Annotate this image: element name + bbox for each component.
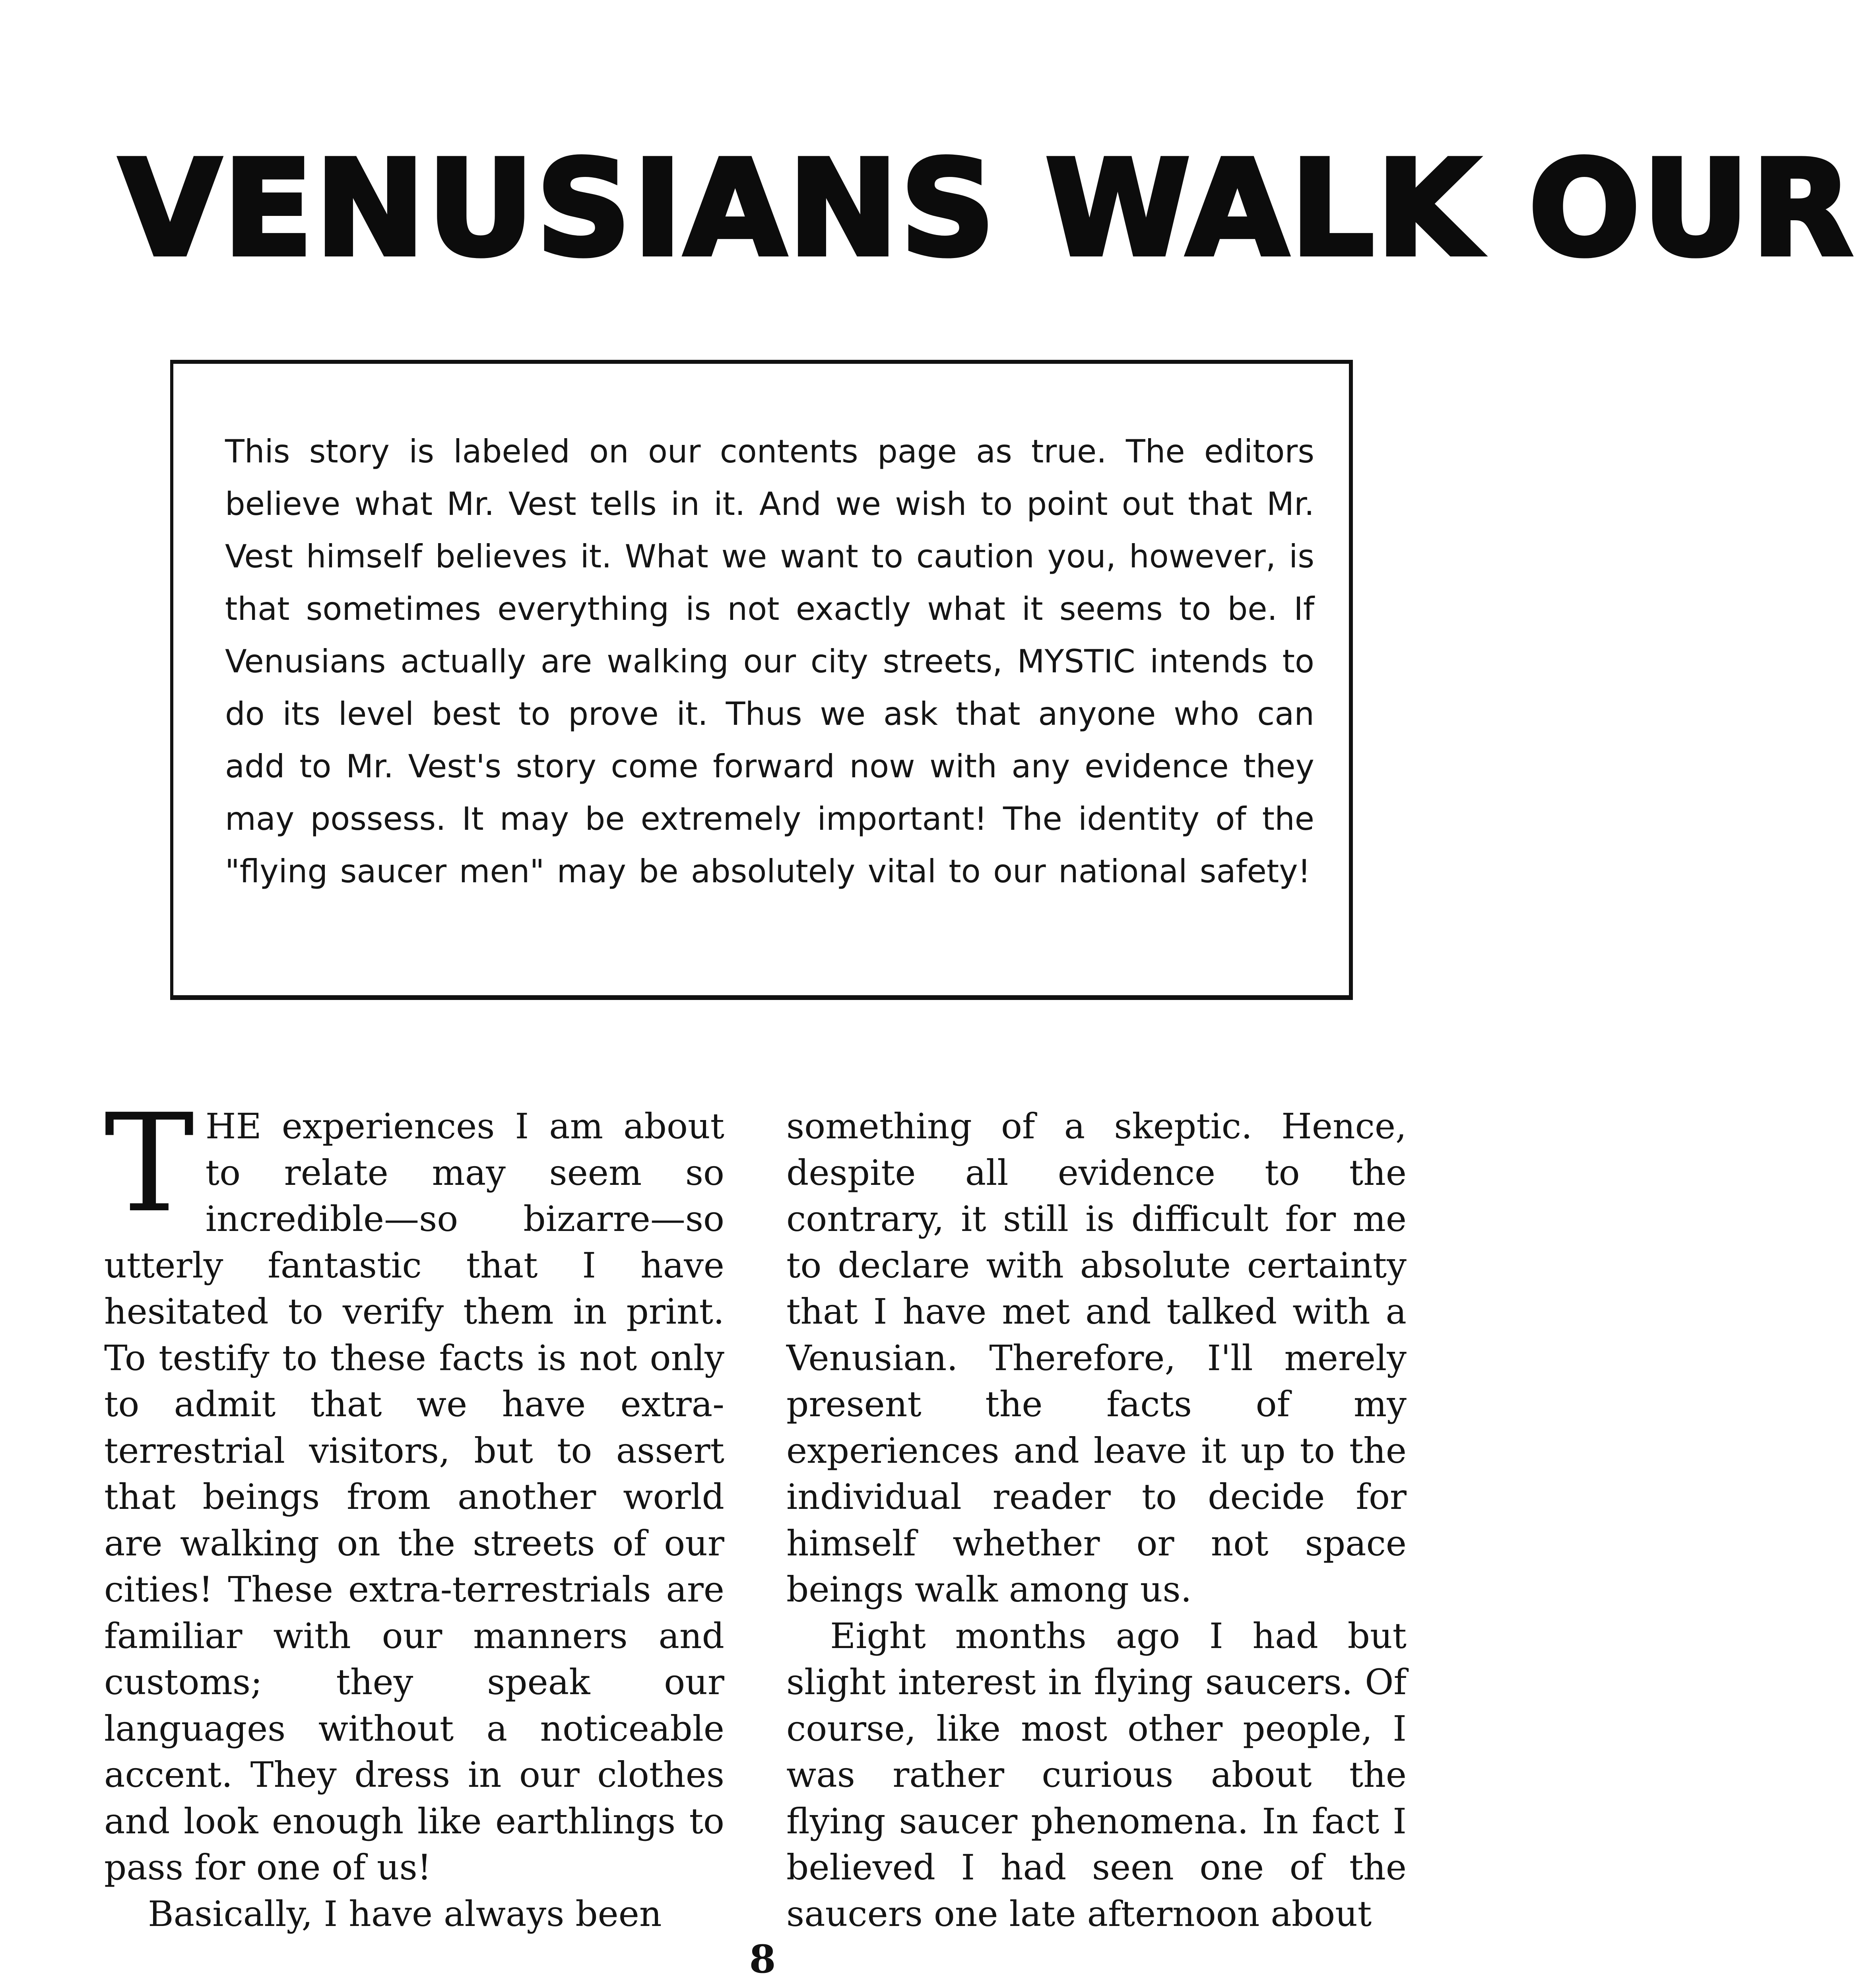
drop-cap: T [104,1085,194,1242]
article-paragraph: Basically, I have always been [148,1893,662,1934]
article-paragraph-text: HE experiences I am about to relate may seem so incredible—so bizarre—so utterly fantastic that I have hesitated to verify them in print. To testify to these facts is not only to admit that we have extra-terrestrial visitors, but to assert that beings from another world are walking on the streets of our cities! These extra-terrestrials are familiar with our manners and customs; they speak our languages without a noticeable accent. They dress in our clothes and look enough like earthlings to pass for one of us! [104,1106,724,1888]
article-column-right [786,1103,1407,1937]
article-paragraph: Eight months ago I had but slight interest in flying saucers. Of course, like most other people, I was rather curious about the flying saucer phenomena. In fact I believed I had seen one of the saucers one late afternoon about [786,1615,1407,1934]
article-paragraph [104,1085,724,1891]
page-number: 8 [749,1937,776,1982]
article-column-left [104,1085,724,1937]
article-paragraph: something of a skeptic. Hence, despite all evidence to the contrary, it still is difficult for me to declare with absolute certainty that I have met and talked with a Venusian. Therefore, I'll merely present the facts of my experiences and leave it up to the individual reader to decide for himself whether or not space beings walk among us. [786,1106,1407,1610]
editor-note-text: This story is labeled on our contents page as true. The editors believe what Mr. Vest tells in it. And we wish to point out that Mr. Vest himself believes it. What we want to caution you, however, is that sometimes everything is not exactly what it seems to be. If Venusians actually are walking our city streets, MYSTIC intends to do its level best to prove it. Thus we ask that anyone who can add to Mr. Vest's story come forward now with any evidence they may possess. It may be extremely important! The identity of the "flying saucer men" may be absolutely vital to our national safety! [225,433,1314,890]
editor-note-box [170,360,1353,1000]
article-title: VENUSIANS WALK OUR [119,132,1855,285]
